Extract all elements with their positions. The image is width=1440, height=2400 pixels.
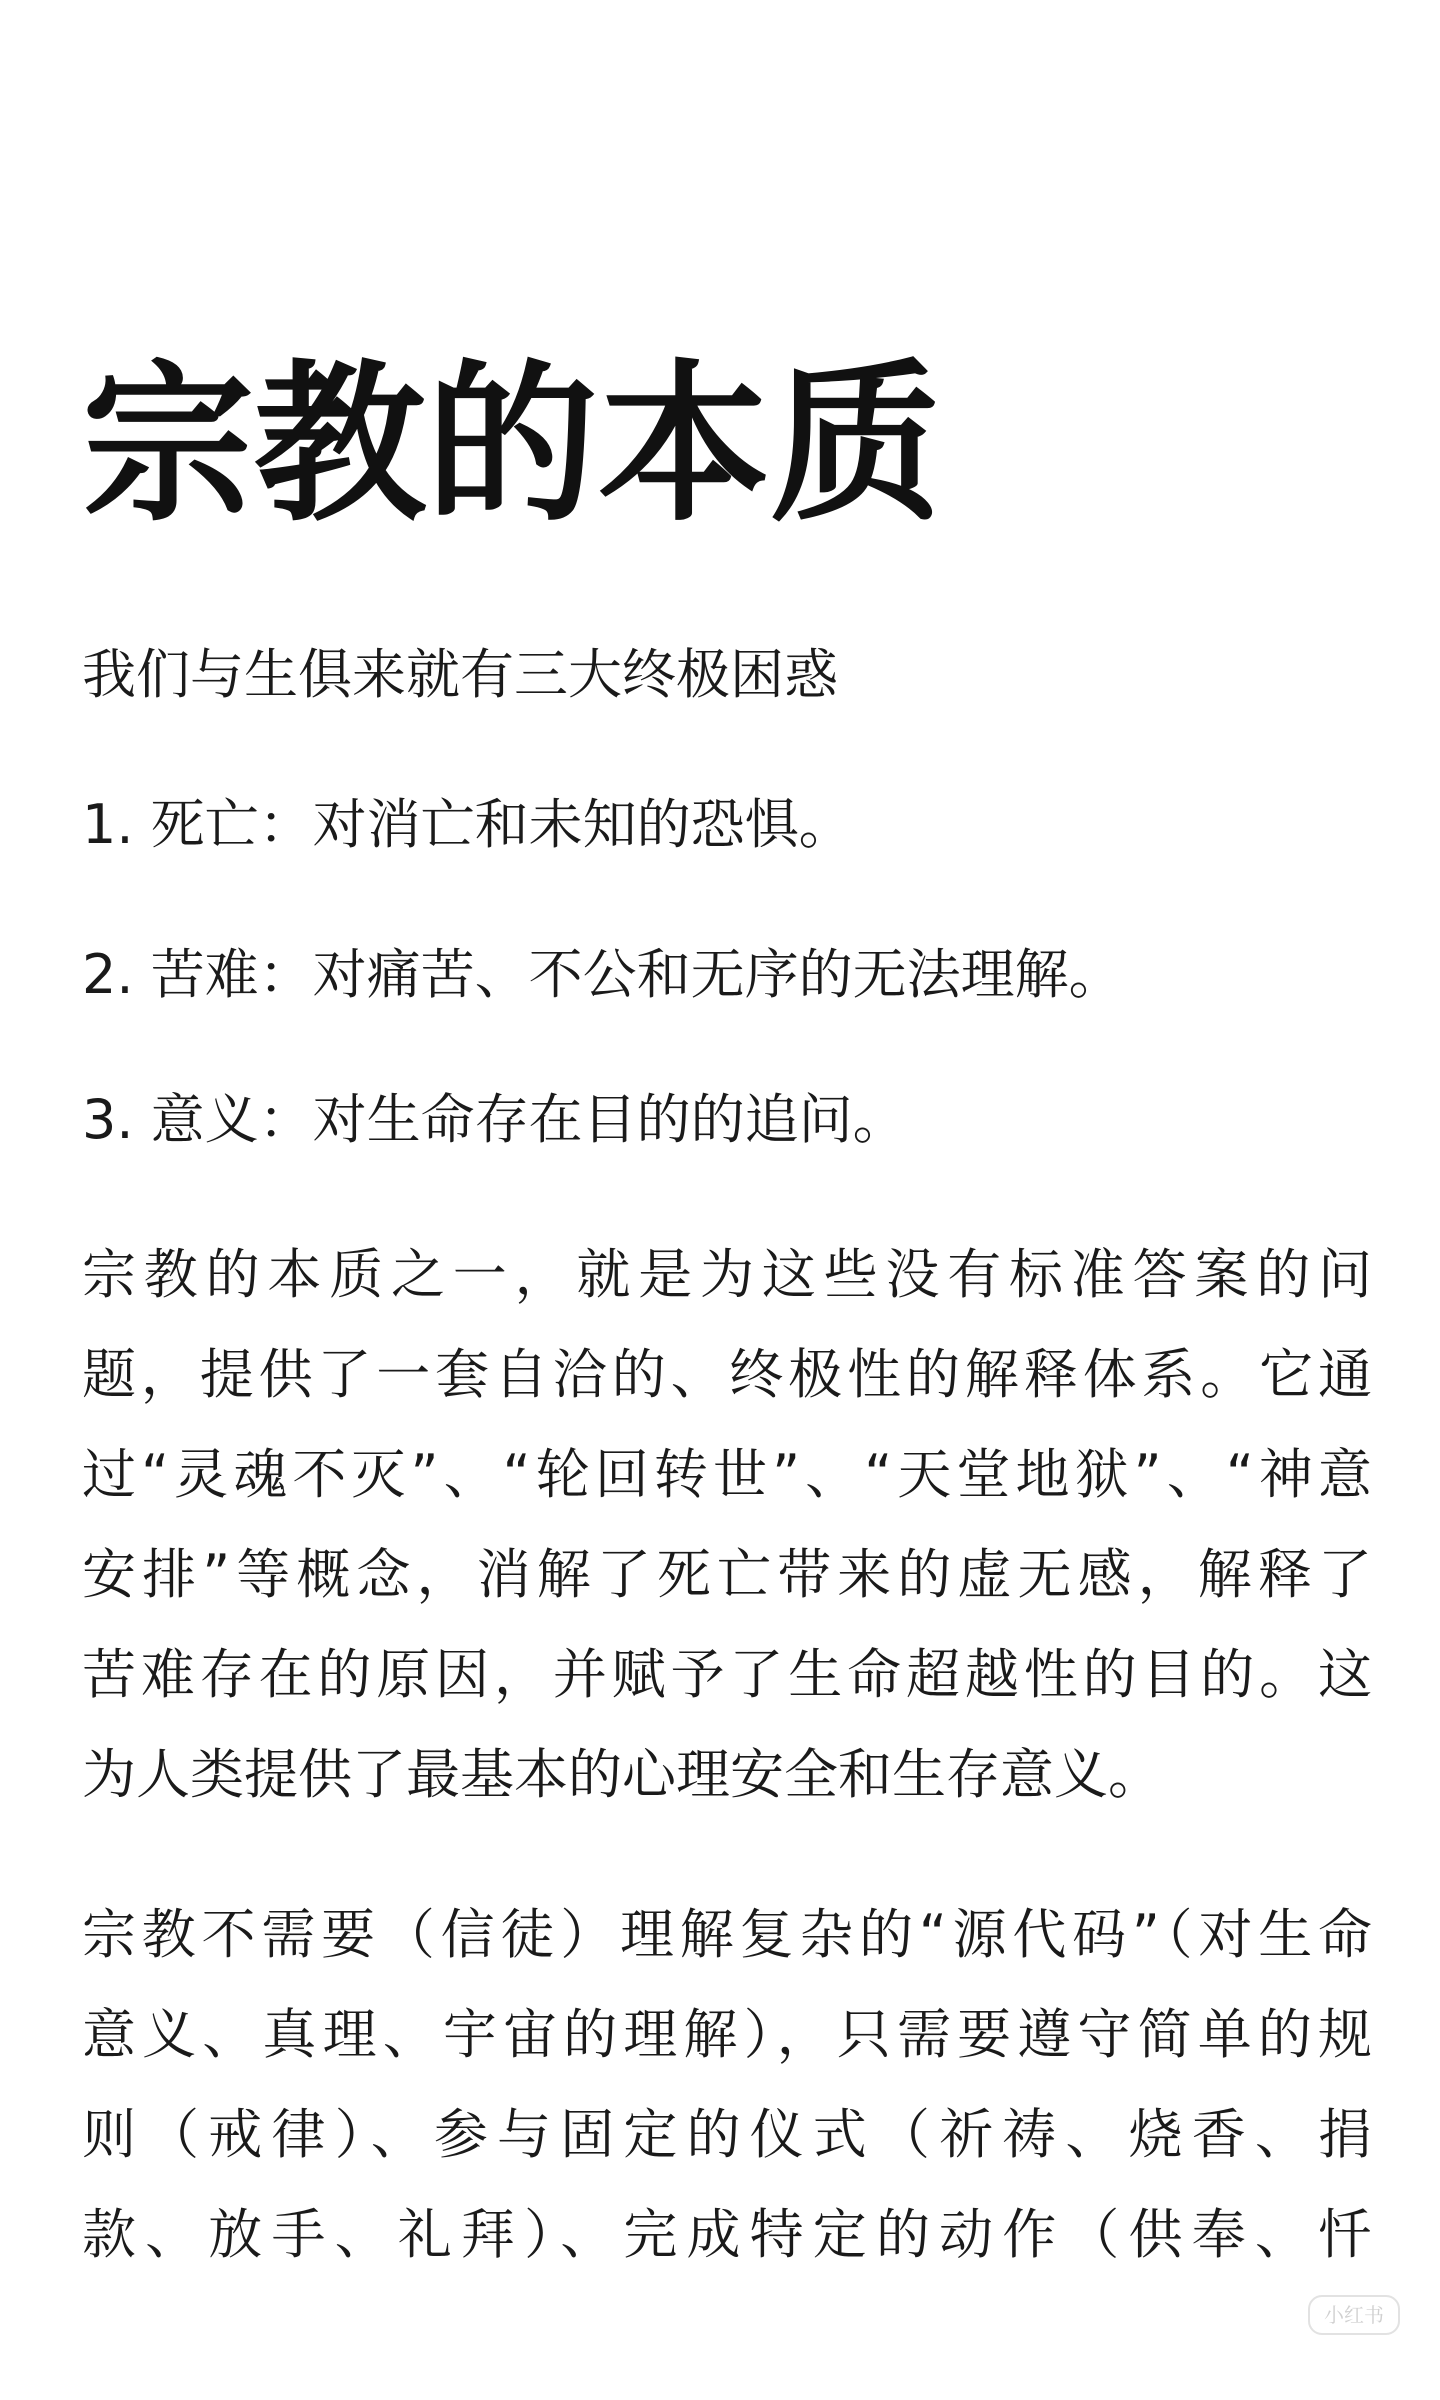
list-item-meaning: 3. 意义：对生命存在目的的追问。 — [82, 1088, 907, 1151]
body-paragraph-2 — [82, 1885, 1372, 2285]
paragraph-line: 宗教的本质之一，就是为这些没有标准答案的问 — [82, 1243, 1372, 1306]
paragraph-line: 为人类提供了最基本的心理安全和生存意义。 — [82, 1743, 1162, 1806]
body-paragraph-1 — [82, 1225, 1372, 1825]
paragraph-line: 安排”等概念，消解了死亡带来的虚无感，解释了 — [82, 1543, 1372, 1606]
page-title: 宗教的本质 — [82, 344, 942, 545]
intro-text: 我们与生俱来就有三大终极困惑 — [82, 643, 838, 706]
paragraph-line: 款、放手、礼拜）、完成特定的动作（供奉、忏 — [82, 2203, 1372, 2266]
paragraph-line: 苦难存在的原因，并赋予了生命超越性的目的。这 — [82, 1643, 1372, 1706]
paragraph-line: 过“灵魂不灭”、“轮回转世”、“天堂地狱”、“神意 — [82, 1443, 1372, 1506]
list-item-death: 1. 死亡：对消亡和未知的恐惧。 — [82, 793, 853, 856]
paragraph-line: 宗教不需要（信徒）理解复杂的“源代码”（对生命 — [82, 1903, 1372, 1966]
paragraph-line: 意义、真理、宇宙的理解），只需要遵守简单的规 — [82, 2003, 1372, 2066]
watermark-logo: 小红书 — [1308, 2295, 1400, 2335]
list-item-suffering: 2. 苦难：对痛苦、不公和无序的无法理解。 — [82, 943, 1123, 1006]
paragraph-line: 题，提供了一套自洽的、终极性的解释体系。它通 — [82, 1343, 1372, 1406]
paragraph-line: 则（戒律）、参与固定的仪式（祈祷、烧香、捐 — [82, 2103, 1372, 2166]
